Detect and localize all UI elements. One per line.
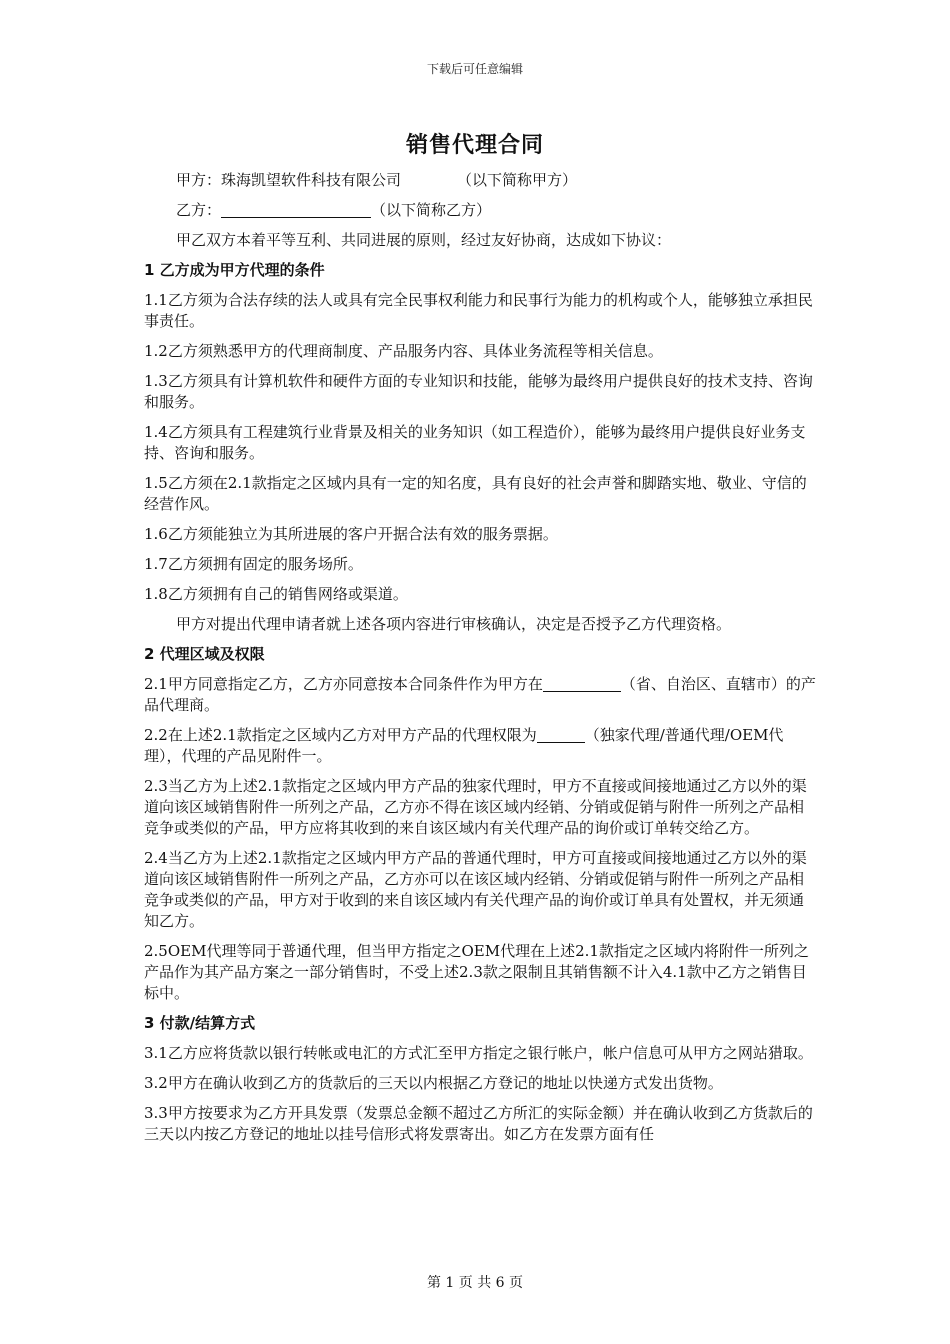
- clause-1-6: 1.6乙方须能独立为其所进展的客户开据合法有效的服务票据。: [144, 525, 558, 543]
- clause-1-1: 1.1乙方须为合法存续的法人或具有完全民事权利能力和民事行为能力的机构或个人，能够独立承担民事责任。: [144, 291, 813, 330]
- section-3-heading: 3 付款/结算方式: [144, 1014, 256, 1032]
- page-header: 下载后可任意编辑: [426, 62, 523, 76]
- clause-2-1-part-2: （省、自治区、直辖市）的产品代理商。: [144, 675, 816, 714]
- clause-3-2: 3.2甲方在确认收到乙方的货款后的三天以内根据乙方登记的地址以快递方式发出货物。: [144, 1074, 723, 1092]
- intro-paragraph: 甲乙双方本着平等互利、共同进展的原则，经过友好协商，达成如下协议：: [176, 231, 672, 249]
- region-blank: [543, 675, 621, 692]
- clause-1-7: 1.7乙方须拥有固定的服务场所。: [144, 555, 363, 573]
- party-a-line: [144, 170, 816, 191]
- clause-2-5: 2.5OEM代理等同于普通代理，但当甲方指定之OEM代理在上述2.1款指定之区域内将附件一所列之产品作为其产品方案之一部分销售时，不受上述2.3款之限制且其销售额不计入4.1款中乙方之销售目标中。: [144, 942, 809, 1002]
- agency-type-blank: [537, 726, 585, 743]
- section-1-closing: 甲方对提出代理申请者就上述各项内容进行审核确认，决定是否授予乙方代理资格。: [176, 615, 732, 633]
- party-b-note: （以下简称乙方）: [371, 201, 492, 219]
- clause-1-2: 1.2乙方须熟悉甲方的代理商制度、产品服务内容、具体业务流程等相关信息。: [144, 342, 663, 360]
- clause-1-3: 1.3乙方须具有计算机软件和硬件方面的专业知识和技能，能够为最终用户提供良好的技术支持、咨询和服务。: [144, 372, 813, 411]
- clause-2-3: 2.3当乙方为上述2.1款指定之区域内甲方产品的独家代理时，甲方不直接或间接地通过乙方以外的渠道向该区域销售附件一所列之产品，乙方亦不得在该区域内经销、分销或促销与附件一所列之产品相竞争或类似的产品，甲方应将其收到的来自该区域内有关代理产品的询价或订单转交给乙方。: [144, 777, 807, 837]
- clause-2-2-part-2: （独家代理/普通代理/OEM代理），代理的产品见附件一。: [144, 726, 784, 765]
- clause-1-8: 1.8乙方须拥有自己的销售网络或渠道。: [144, 585, 408, 603]
- clause-2-2-part-1: 2.2在上述2.1款指定之区域内乙方对甲方产品的代理权限为: [144, 726, 537, 744]
- party-a-label: 甲方：: [176, 171, 222, 189]
- party-a-note: （以下简称甲方）: [457, 171, 578, 189]
- clause-2-4: 2.4当乙方为上述2.1款指定之区域内甲方产品的普通代理时，甲方可直接或间接地通过乙方以外的渠道向该区域销售附件一所列之产品，乙方亦可以在该区域内经销、分销或促销与附件一所列之产品相竞争或类似的产品，甲方对于收到的来自该区域内有关代理产品的询价或订单具有处置权，并无须通知乙方。: [144, 849, 807, 930]
- contract-title: 销售代理合同: [405, 133, 544, 158]
- clause-2-2: [144, 725, 816, 767]
- clause-1-5: 1.5乙方须在2.1款指定之区域内具有一定的知名度，具有良好的社会声誉和脚踏实地、敬业、守信的经营作风。: [144, 474, 807, 513]
- clause-2-1-part-1: 2.1甲方同意指定乙方，乙方亦同意按本合同条件作为甲方在: [144, 675, 543, 693]
- section-2-heading: 2 代理区域及权限: [144, 645, 265, 663]
- party-b-blank: [221, 201, 371, 218]
- clause-3-3: 3.3甲方按要求为乙方开具发票（发票总金额不超过乙方所汇的实际金额）并在确认收到乙方货款后的三天以内按乙方登记的地址以挂号信形式将发票寄出。如乙方在发票方面有任: [144, 1104, 813, 1143]
- section-1-heading: 1 乙方成为甲方代理的条件: [144, 261, 325, 279]
- party-b-label: 乙方：: [176, 201, 222, 219]
- contract-body: [144, 170, 816, 1154]
- clause-2-1: [144, 674, 816, 716]
- party-b-line: [144, 200, 816, 221]
- page-footer: 第 1 页 共 6 页: [426, 1275, 524, 1291]
- party-a-name: 珠海凯望软件科技有限公司: [221, 171, 402, 189]
- clause-1-4: 1.4乙方须具有工程建筑行业背景及相关的业务知识（如工程造价），能够为最终用户提供良好业务支持、咨询和服务。: [144, 423, 806, 462]
- clause-3-1: 3.1乙方应将货款以银行转帐或电汇的方式汇至甲方指定之银行帐户，帐户信息可从甲方之网站猎取。: [144, 1044, 813, 1062]
